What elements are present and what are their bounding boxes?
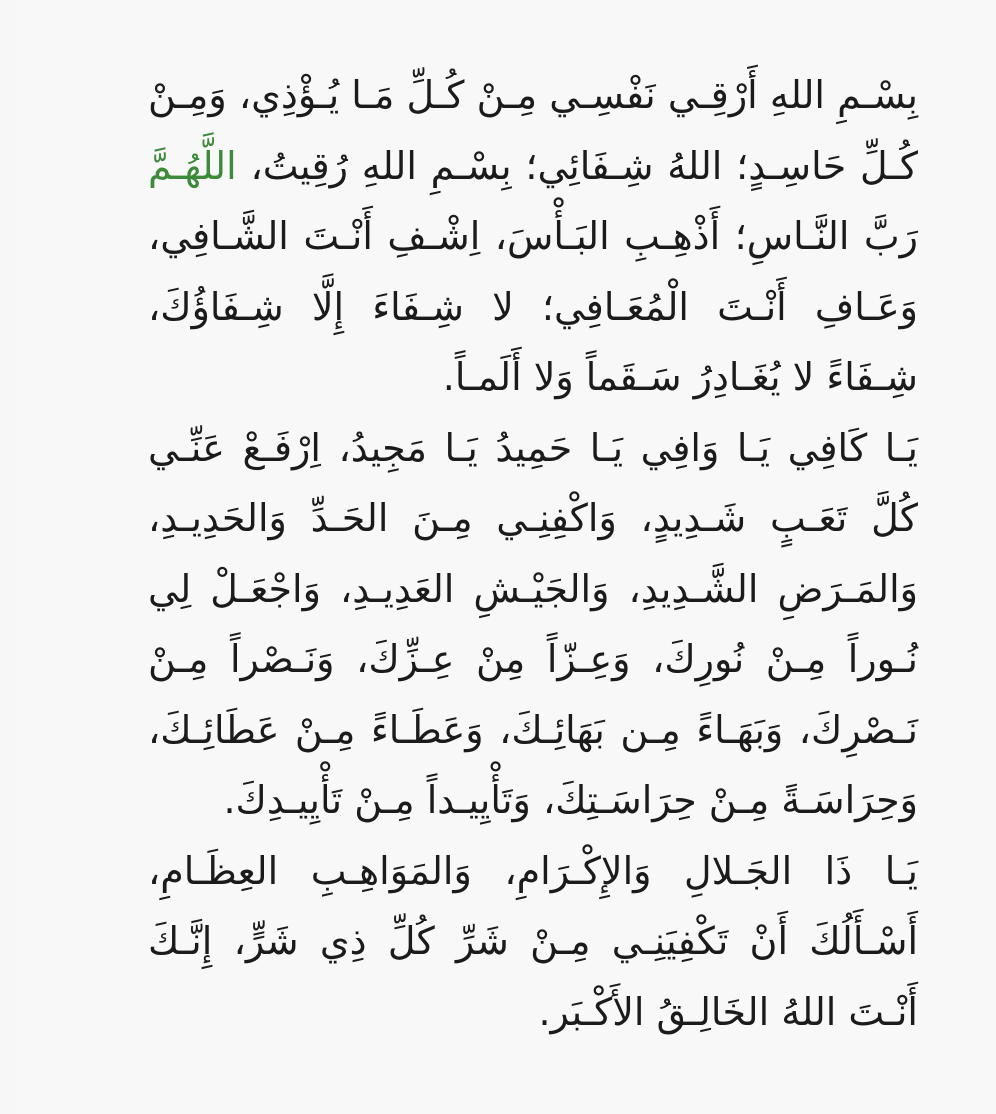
left-margin-strip: [0, 0, 18, 1114]
dua-text-body: [148, 60, 918, 1047]
paragraph-ruqyah: [148, 60, 918, 413]
document-page: [18, 0, 996, 1114]
paragraph-ruqyah-part-1: بِسْـمِ اللهِ أَرْقِـي نَفْسِـي مِـنْ كُـلِّ مَـا يُـؤْذِي، وَمِـنْ كُـلِّ حَاسِـدٍ؛ اللهُ شِـفَائِي؛ بِسْـمِ اللهِ رُقِيتُ،: [148, 73, 918, 188]
paragraph-dhal-jalal: يَـا ذَا الجَـلالِ وَالإِكْـرَامِ، وَالمَوَاهِـبِ العِظَـامِ، أَسْـأَلُكَ أَنْ تَكْفِيَنِـي مِـنْ شَرِّ كُلِّ ذِي شَرٍّ، إِنَّـكَ أَنْـتَ اللهُ الخَالِـقُ الأَكْـبَر.: [148, 848, 918, 1034]
paragraph-ya-kafi: يَـا كَافِي يَـا وَافِي يَـا حَمِيدُ يَـا مَجِيدُ، اِرْفَـعْ عَنِّـي كُلَّ تَعَـبٍ شَـدِيدٍ، وَاكْفِنِـي مِـنَ الحَـدِّ وَالحَدِيـدِ، وَالمَـرَضِ الشَّـدِيدِ، وَالجَيْـشِ العَدِيـدِ، وَاجْعَـلْ لِي نُـوراً مِـنْ نُورِكَ، وَعِـزّاً مِنْ عِـزِّكَ، وَنَـصْراً مِـنْ نَـصْرِكَ، وَبَهَـاءً مِـن بَهَائِـكَ، وَعَطَـاءً مِـنْ عَطَائِـكَ، وَحِرَاسَـةً مِـنْ حِرَاسَـتِكَ، وَتَأْيِيـداً مِـنْ تَأْيِيـدِكَ.: [148, 425, 918, 822]
highlighted-allahumma: اللَّهُـمَّ: [148, 143, 237, 188]
paragraph-ruqyah-part-2: رَبَّ النَّـاسِ؛ أَذْهِـبِ البَـأْسَ، اِشْـفِ أَنْـتَ الشَّـافِي، وَعَـافِ أَنْـتَ الْمُعَـافِي؛ لا شِـفَاءَ إِلَّا شِـفَاؤُكَ، شِـفَاءً لا يُغَـادِرُ سَـقَماً وَلا أَلَمـاً.: [148, 214, 918, 399]
